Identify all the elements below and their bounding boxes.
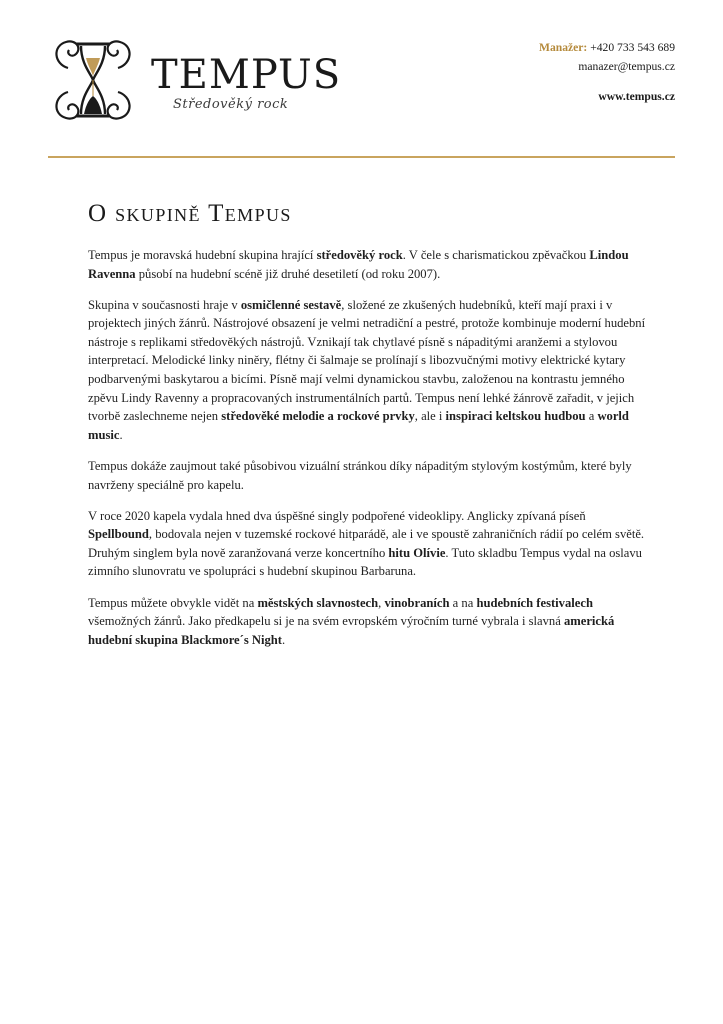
text-run: . V čele s charismatickou zpěvačkou [402,248,590,262]
page-title: O skupině Tempus [88,200,292,227]
paragraph-5 [88,594,648,650]
tempus-logo [48,30,342,130]
header-divider [48,156,675,158]
bold-text: Lindou Ravenna [88,248,629,281]
paragraph-2 [88,296,648,445]
text-run: Tempus je moravská hudební skupina hrající [88,248,317,262]
bold-text: inspiraci keltskou hudbou [445,409,586,424]
text-run: , složené ze zkušených hudebníků, kteří mají praxi i v projektech jiných žánrů. Nástrojové obsazení je velmi netradiční a pestré, protože kombinuje moderní hudební nástroje s replikami středověkých nástrojů. Vznikají tak chytlavé písně s nápaditými aranžemi a stylovou interpretací. Melodické linky niněry, flétny či šalmaje se prolínají s libozvučnými motivy elektrické kytary podbarvenými baskytarou a bicími. Písně mají velmi dynamickou stavbu, založenou na kontrastu jemného zpěvu Lindy Ravenny a propracovaných instrumentálních partů. Tempus není lehké žánrově zařadit, v jejich tvorbě zaslechneme nejen [88,297,646,424]
paragraph-1 [88,246,648,283]
text-run: Tempus můžete obvykle vidět na [88,595,258,610]
text-run: Skupina v současnosti hraje v [88,297,241,312]
text-run: všemožných žánrů. Jako předkapelu si je na svém evropském výročním turné vybrala i slavná [88,614,564,629]
text-run: V roce 2020 kapela vydala hned dva úspěšné singly podpořené videoklipy. Anglicky zpívaná píseň [88,508,586,523]
brand-name: TEMPUS [151,52,342,98]
text-run: a na [449,595,477,610]
paragraph-3 [88,457,648,494]
bold-text: středověký rock [316,248,403,262]
bold-text: hudebních festivalech [476,595,593,610]
bold-text: hitu Olívie [388,545,446,560]
text-run: působí na hudební scéně již druhé desetiletí (od roku 2007). [135,266,441,281]
bold-text: osmičlenné sestavě [240,297,342,312]
website-link[interactable]: www.tempus.cz [598,90,675,103]
text-run: a [585,409,598,424]
text-run: , ale i [414,409,446,424]
text-run: , bodovala nejen v tuzemské rockové hitparádě, ale i ve spoustě zahraničních rádií po celém světě. Druhým singlem byla nově zaranžovaná verze koncertního [88,527,645,560]
bold-text: městských slavnostech [257,595,379,610]
manager-email[interactable]: manazer@tempus.cz [578,60,675,73]
bold-text: středověké melodie a rockové prvky [221,409,415,424]
text-run: . [119,427,123,442]
bold-text: americká hudební skupina Blackmore´s Night [88,614,615,647]
text-run: . [281,632,286,647]
text-run: , [378,595,385,610]
bold-text: vinobraních [384,595,450,610]
manager-phone-line [435,38,675,57]
text-run: Tempus dokáže zaujmout také působivou vizuální stránkou díky nápaditým stylovým kostýmům, které byly navrženy speciálně pro kapelu. [88,458,632,492]
contact-block [435,38,675,106]
manager-phone[interactable]: +420 733 543 689 [590,41,675,54]
bold-text: world music [88,409,629,442]
brand-tagline: Středověký rock [173,97,289,112]
manager-label: Manažer: [539,41,588,54]
bold-text: Spellbound [88,527,149,542]
text-run: . Tuto skladbu Tempus vydal na oslavu zimního slunovratu ve spolupráci s hudební skupinou Barbaruna. [88,545,642,579]
article-body [88,246,648,662]
paragraph-4 [88,507,648,581]
